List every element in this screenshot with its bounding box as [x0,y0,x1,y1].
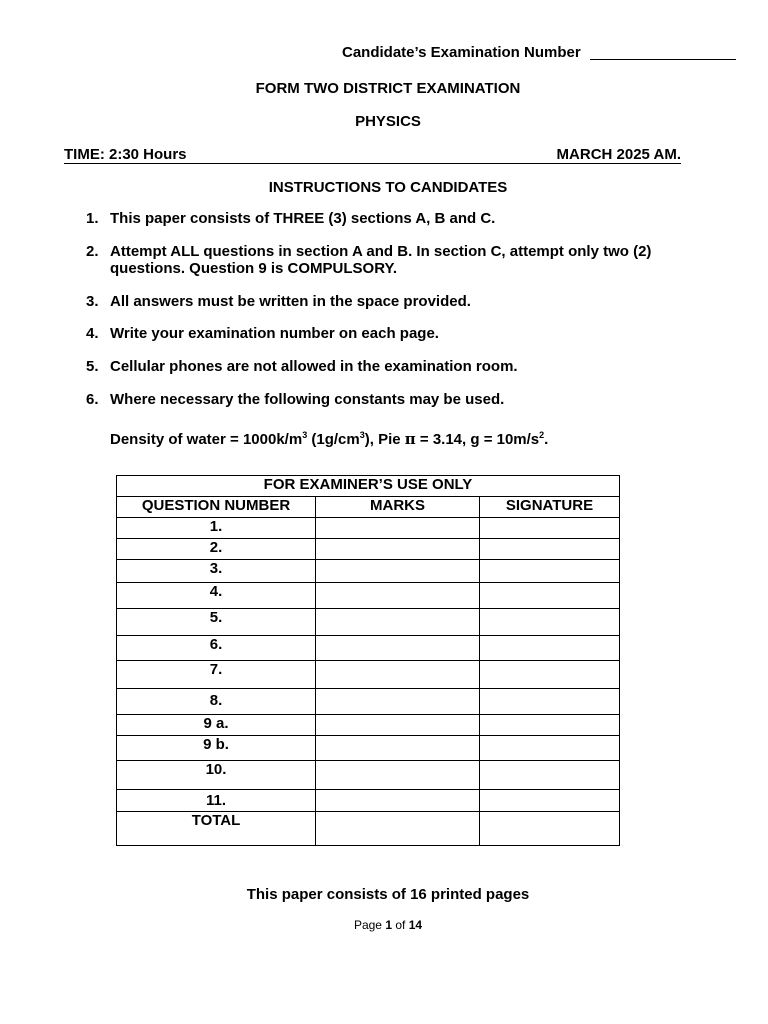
question-number-cell: 6. [117,636,316,661]
signature-cell[interactable] [480,715,620,736]
signature-cell[interactable] [480,636,620,661]
header-question-number: QUESTION NUMBER [117,497,316,518]
marks-cell[interactable] [316,689,480,715]
instruction-item: 5. Cellular phones are not allowed in the examination room. [86,358,518,375]
table-row [117,539,620,560]
table-row [117,790,620,812]
time-date-row [64,146,681,164]
signature-cell[interactable] [480,661,620,689]
table-row [117,715,620,736]
signature-cell[interactable] [480,583,620,609]
table-row [117,661,620,689]
question-number-cell: 4. [117,583,316,609]
marks-cell[interactable] [316,560,480,583]
marks-cell[interactable] [316,609,480,636]
table-row [117,689,620,715]
signature-cell[interactable] [480,761,620,790]
question-number-cell: 2. [117,539,316,560]
pages-note: This paper consists of 16 printed pages [246,886,530,903]
instruction-item: 2. Attempt ALL questions in section A and B. In section C, attempt only two (2) questions. Question 9 is COMPULSORY. [86,243,652,277]
signature-cell[interactable] [480,539,620,560]
instructions-list [86,210,696,408]
table-row [117,609,620,636]
table-row [117,736,620,761]
table-row [117,560,620,583]
subject-title: PHYSICS [355,113,421,130]
question-number-cell: 5. [117,609,316,636]
header-marks: MARKS [316,497,480,518]
table-row [117,583,620,609]
marks-cell[interactable] [316,736,480,761]
total-label: TOTAL [117,812,316,846]
candidate-number-label: Candidate’s Examination Number [342,44,581,61]
signature-cell[interactable] [480,609,620,636]
question-number-cell: 9 b. [117,736,316,761]
header-signature: SIGNATURE [480,497,620,518]
examiner-table [116,475,620,846]
question-number-cell: 8. [117,689,316,715]
signature-cell[interactable] [480,560,620,583]
exam-title: FORM TWO DISTRICT EXAMINATION [255,80,521,97]
instructions-title: INSTRUCTIONS TO CANDIDATES [268,179,508,196]
table-row [117,518,620,539]
table-row [117,761,620,790]
marks-cell[interactable] [316,790,480,812]
question-number-cell: 10. [117,761,316,790]
marks-cell[interactable] [316,518,480,539]
candidate-number-field[interactable] [590,59,736,60]
signature-cell[interactable] [480,736,620,761]
question-number-cell: 9 a. [117,715,316,736]
question-number-cell: 1. [117,518,316,539]
signature-cell[interactable] [480,518,620,539]
signature-cell[interactable] [480,790,620,812]
page-number: Page 1 of 14 [353,918,423,932]
question-number-cell: 7. [117,661,316,689]
marks-cell[interactable] [316,583,480,609]
marks-cell[interactable] [316,761,480,790]
marks-cell[interactable] [316,539,480,560]
total-marks-cell[interactable] [316,812,480,846]
pi-symbol: π [404,430,416,448]
marks-cell[interactable] [316,636,480,661]
marks-cell[interactable] [316,715,480,736]
constants-line: Density of water = $1000k/m^3$ $(1g/cm^3)$, Pie π = 3.14, $g = 10m/s^2$. [110,430,549,448]
question-number-cell: 3. [117,560,316,583]
table-row-total [117,812,620,846]
examiner-table-title: FOR EXAMINER’S USE ONLY [117,476,620,497]
exam-time: TIME: 2:30 Hours [64,146,187,163]
total-signature-cell[interactable] [480,812,620,846]
instruction-item: 3. All answers must be written in the space provided. [86,293,471,310]
instruction-item: 1. This paper consists of THREE (3) sections A, B and C. [86,210,496,227]
table-row [117,636,620,661]
instruction-item: 6. Where necessary the following constants may be used. [86,391,505,408]
instruction-item: 4. Write your examination number on each page. [86,325,439,342]
signature-cell[interactable] [480,689,620,715]
exam-date: MARCH 2025 AM. [556,146,681,163]
marks-cell[interactable] [316,661,480,689]
question-number-cell: 11. [117,790,316,812]
